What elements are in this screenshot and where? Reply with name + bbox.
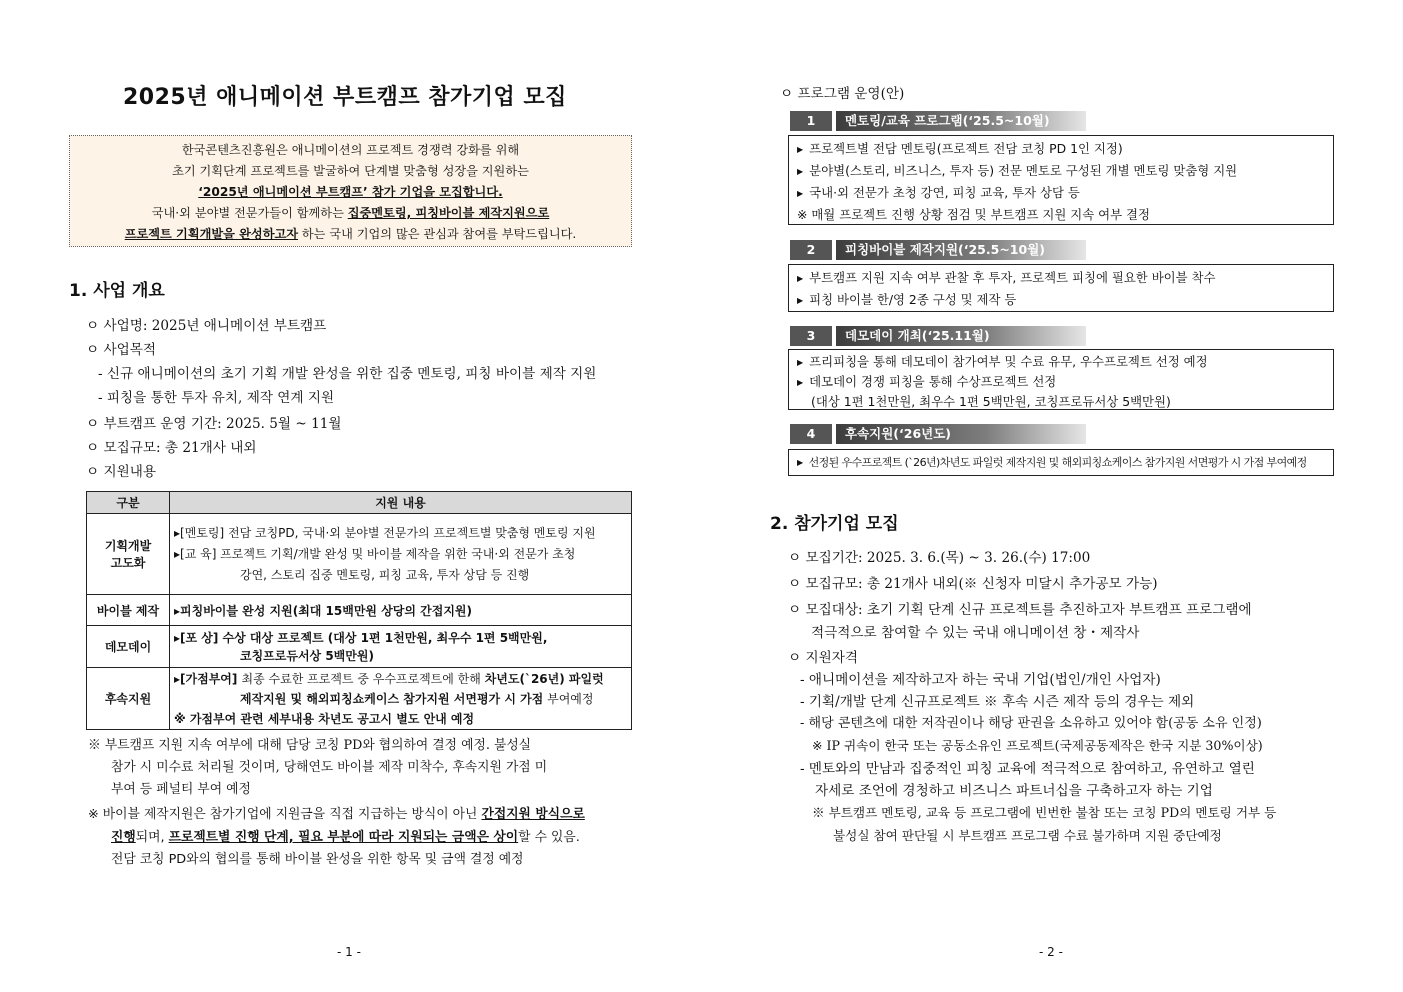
cell-line: 제작지원 및 해외피칭쇼케이스 참가지원 서면평가 시 가점 (240, 691, 544, 706)
step-box: ▶ 부트캠프 지원 지속 여부 관찰 후 투자, 프로젝트 피칭에 필요한 바이블 착수 ▶ 피칭 바이블 한/영 2종 구성 및 제작 등 (788, 264, 1334, 312)
item-scale: ㅇ 모집규모: 총 21개사 내외 (86, 440, 257, 456)
cell-line: ▸[가점부여] (174, 671, 242, 686)
step-box: ▶ 프로젝트별 전담 멘토링(프로젝트 전담 코칭 PD 1인 지정) ▶ 분야별(스토리, 비즈니스, 투자 등) 전문 멘토로 구성된 개별 멘토링 맞춤형 지원 ▶ 국내·외 전문가 초청 강연, 피칭 교육, 투자 상담 등 ※ 매월 프로젝트 진행 상황 점검 및 부트캠프 지원 지속 여부 결정 (788, 135, 1334, 225)
step-box: ▶ 프리피칭을 통해 데모데이 참가여부 및 수료 유무, 우수프로젝트 선정 예정 ▶ 데모데이 경쟁 피칭을 통해 수상프로젝트 선정 (대상 1편 1천만원, 최우수 1편 5백만원, 코칭프로듀서상 5백만원) (788, 349, 1334, 410)
row-label: 기획개발 (104, 539, 152, 553)
section-heading: 2. 참가기업 모집 (770, 514, 899, 534)
step-label: 데모데이 개최(‘25.11월) (836, 326, 1086, 346)
intro-line: ‘2025년 애니메이션 부트캠프’ 참가 기업을 모집합니다. (198, 185, 503, 199)
item-period: ㅇ 부트캠프 운영 기간: 2025. 5월 ~ 11월 (86, 416, 342, 432)
step-number: 4 (790, 424, 832, 444)
qualification-note: 불성실 참여 판단될 시 부트캠프 프로그램 수료 불가하며 지원 중단예정 (833, 828, 1222, 843)
recruit-period: ㅇ 모집기간: 2025. 3. 6.(목) ~ 3. 26.(수) 17:00 (788, 550, 1091, 566)
step-note: ※ 매월 프로젝트 진행 상황 점검 및 부트캠프 지원 지속 여부 결정 (797, 207, 1150, 222)
purpose-detail: - 신규 애니메이션의 초기 기획 개발 완성을 위한 집중 멘토링, 피칭 바이블 제작 지원 (98, 366, 597, 382)
row-label: 고도화 (110, 556, 146, 570)
cell-line: ▸[포 상] 수상 대상 프로젝트 (대상 1편 1천만원, 최우수 1편 5백만원, (174, 630, 548, 645)
cell-line: 부여예정 (543, 691, 594, 706)
step-line: 피칭 바이블 한/영 2종 구성 및 제작 등 (809, 292, 1017, 307)
step-number: 3 (790, 326, 832, 346)
qualification-item: - 기획/개발 단계 신규프로젝트 ※ 후속 시즌 제작 등의 경우는 제외 (800, 694, 1195, 710)
note-line: 참가 시 미수료 처리될 것이며, 당해연도 바이블 제작 미착수, 후속지원 가점 미 (111, 760, 548, 775)
step-label: 멘토링/교육 프로그램(‘25.5~10월) (836, 111, 1086, 131)
note-line: ※ 부트캠프 지원 지속 여부에 대해 담당 코칭 PD와 협의하여 결정 예정. 불성실 (88, 738, 532, 753)
recruit-target: 적극적으로 참여할 수 있는 국내 애니메이션 창・제작사 (811, 625, 1140, 641)
step-line: 부트캠프 지원 지속 여부 관찰 후 투자, 프로젝트 피칭에 필요한 바이블 착수 (809, 270, 1216, 285)
qualification-note: ※ IP 귀속이 한국 또는 공동소유인 프로젝트(국제공동제작은 한국 지분 30%이상) (812, 738, 1263, 753)
cell-line: ▸[멘토링] 전담 코칭PD, 국내·외 분야별 전문가의 프로젝트별 맞춤형 멘토링 지원 (174, 525, 596, 540)
cell-line: 코칭프로듀서상 5백만원) (240, 648, 374, 663)
item-name: ㅇ 사업명: 2025년 애니메이션 부트캠프 (86, 318, 327, 334)
item-support: ㅇ 지원내용 (86, 464, 156, 480)
cell-line: 최종 수료한 프로젝트 중 우수프로젝트에 한해 (241, 671, 485, 686)
table-row (87, 514, 632, 595)
purpose-detail: - 피칭을 통한 투자 유치, 제작 연계 지원 (98, 390, 335, 406)
step-line: 프로젝트별 전담 멘토링(프로젝트 전담 코칭 PD 1인 지정) (809, 141, 1123, 156)
qualification-item: - 해당 콘텐츠에 대한 저작권이나 해당 판권을 소유하고 있어야 함(공동 소유 인정) (800, 716, 1262, 731)
step-label: 후속지원(‘26년도) (836, 424, 1086, 444)
cell-line: 강연, 스토리 집중 멘토링, 피칭 교육, 투자 상담 등 진행 (240, 567, 530, 582)
support-table (86, 491, 632, 730)
table-row (87, 595, 632, 626)
intro-highlight: 프로젝트 기획개발을 완성하고자 (124, 227, 299, 241)
step-box: ▶ 선정된 우수프로젝트 (`26년)차년도 파일럿 제작지원 및 해외피칭쇼케이스 참가지원 서면평가 시 가점 부여예정 (788, 449, 1334, 476)
qualification-note: ※ 부트캠프 멘토링, 교육 등 프로그램에 빈번한 불참 또는 코칭 PD의 멘토링 거부 등 (812, 805, 1277, 820)
step-line: 선정된 우수프로젝트 (`26년)차년도 파일럿 제작지원 및 해외피칭쇼케이스 참가지원 서면평가 시 가점 부여예정 (808, 456, 1307, 469)
qualification-item: 자세로 조언에 경청하고 비즈니스 파트너십을 구축하고자 하는 기업 (815, 783, 1213, 799)
cell-line: ※ 가점부여 관련 세부내용 차년도 공고시 별도 안내 예정 (174, 711, 475, 726)
row-label: 후속지원 (87, 668, 170, 730)
page-number: - 2 - (1039, 945, 1063, 959)
step-line: 프리피칭을 통해 데모데이 참가여부 및 수료 유무, 우수프로젝트 선정 예정 (809, 354, 1208, 369)
recruit-qualification: ㅇ 지원자격 (788, 650, 858, 666)
step-line: 분야별(스토리, 비즈니스, 투자 등) 전문 멘토로 구성된 개별 멘토링 맞춤형 지원 (809, 163, 1238, 178)
note-line: 부여 등 페널티 부여 예정 (111, 782, 251, 797)
page-2 (702, 0, 1403, 992)
intro-line: 국내·외 분야별 전문가들이 함께하는 (151, 206, 348, 220)
recruit-scale: ㅇ 모집규모: 총 21개사 내외(※ 신청자 미달시 추가공모 가능) (788, 576, 1158, 592)
step-line: 데모데이 경쟁 피칭을 통해 수상프로젝트 선정 (809, 374, 1057, 389)
cell-line: ▸[교 육] 프로젝트 기획/개발 완성 및 바이블 제작을 위한 국내·외 전문가 초청 (174, 546, 576, 561)
row-label: 바이블 제작 (87, 595, 170, 626)
intro-line: 하는 국내 기업의 많은 관심과 참여를 부탁드립니다. (298, 227, 577, 241)
item-purpose: ㅇ 사업목적 (86, 342, 156, 358)
qualification-item: - 애니메이션을 제작하고자 하는 국내 기업(법인/개인 사업자) (800, 672, 1161, 688)
table-row (87, 626, 632, 668)
intro-box (69, 135, 632, 247)
step-number: 1 (790, 111, 832, 131)
cell-line: ▸피칭바이블 완성 지원(최대 15백만원 상당의 간접지원) (170, 595, 632, 626)
intro-highlight: 집중멘토링, 피칭바이블 제작지원으로 (347, 206, 550, 220)
intro-line: 한국콘텐츠진흥원은 애니메이션의 프로젝트 경쟁력 강화를 위해 (181, 143, 520, 157)
page-number: - 1 - (337, 945, 361, 959)
table-header: 구분 (87, 492, 170, 514)
recruit-target: ㅇ 모집대상: 초기 기획 단계 신규 프로젝트를 추진하고자 부트캠프 프로그램에 (788, 602, 1252, 618)
section-heading: 1. 사업 개요 (69, 281, 165, 301)
row-label: 데모데이 (87, 626, 170, 668)
note-line: 진행되며, 프로젝트별 진행 단계, 필요 부분에 따라 지원되는 금액은 상이할 수 있음. (111, 830, 580, 845)
step-number: 2 (790, 240, 832, 260)
table-header: 지원 내용 (170, 492, 632, 514)
intro-line: 초기 기획단계 프로젝트를 발굴하여 단계별 맞춤형 성장을 지원하는 (172, 164, 529, 178)
note-line: ※ 바이블 제작지원은 참가기업에 지원금을 직접 지급하는 방식이 아닌 간접지원 방식으로 (88, 807, 585, 822)
document-title: 2025년 애니메이션 부트캠프 참가기업 모집 (123, 85, 567, 110)
step-line: 국내·외 전문가 초청 강연, 피칭 교육, 투자 상담 등 (809, 185, 1080, 200)
step-note: (대상 1편 1천만원, 최우수 1편 5백만원, 코칭프로듀서상 5백만원) (811, 394, 1171, 409)
cell-line: 차년도(`26년) 파일럿 (484, 671, 604, 686)
qualification-item: - 멘토와의 만남과 집중적인 피칭 교육에 적극적으로 참여하고, 유연하고 열린 (800, 761, 1255, 777)
step-label: 피칭바이블 제작지원(‘25.5~10월) (836, 240, 1086, 260)
note-line: 전담 코칭 PD와의 협의를 통해 바이블 완성을 위한 항목 및 금액 결정 예정 (111, 852, 524, 867)
program-title: ㅇ 프로그램 운영(안) (780, 86, 905, 102)
table-row (87, 668, 632, 730)
